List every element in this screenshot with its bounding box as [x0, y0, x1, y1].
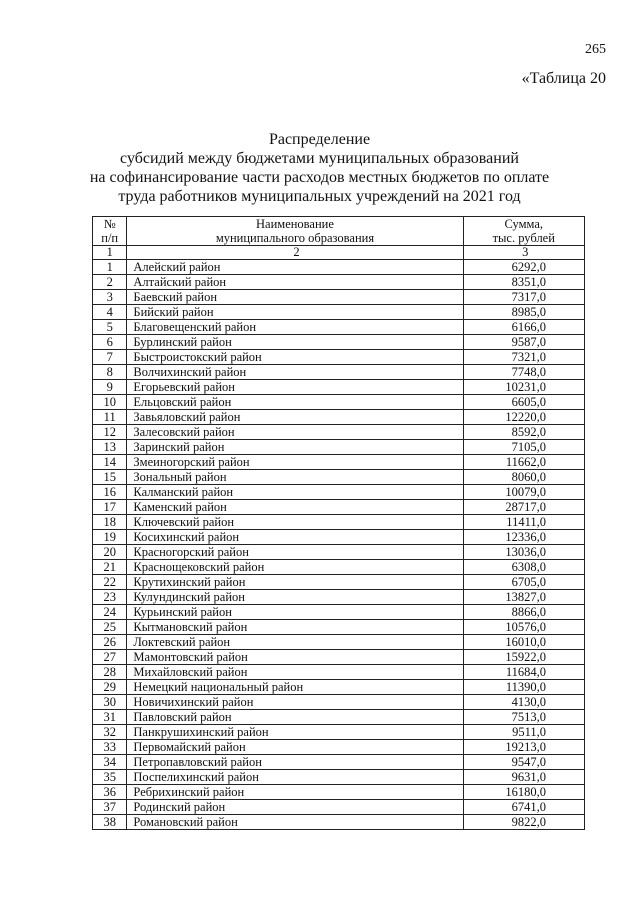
title-line: субсидий между бюджетами муниципальных образований — [120, 150, 519, 167]
subsidy-amount: 7317,0 — [463, 290, 585, 305]
row-number: 3 — [93, 290, 127, 305]
municipality-name: Новичихинский район — [127, 695, 463, 710]
subsidy-amount: 13036,0 — [463, 545, 585, 560]
table-row — [93, 350, 585, 365]
municipality-name: Змеиногорский район — [127, 455, 463, 470]
page-number: 265 — [585, 42, 606, 57]
subsidy-amount: 7513,0 — [463, 710, 585, 725]
row-number: 22 — [93, 575, 127, 590]
table-row — [93, 275, 585, 290]
row-number: 33 — [93, 740, 127, 755]
title-line: на софинансирование части расходов местных бюджетов по оплате — [89, 169, 550, 186]
subsidy-amount: 6741,0 — [463, 800, 585, 815]
table-body — [93, 260, 585, 830]
subsidy-amount: 6308,0 — [463, 560, 585, 575]
subsidy-amount: 7105,0 — [463, 440, 585, 455]
municipality-name: Крутихинский район — [127, 575, 463, 590]
subsidy-amount: 10576,0 — [463, 620, 585, 635]
table-row — [93, 455, 585, 470]
municipality-name: Павловский район — [127, 710, 463, 725]
row-number: 2 — [93, 275, 127, 290]
subsidy-amount: 13827,0 — [463, 590, 585, 605]
subsidy-amount: 12220,0 — [463, 410, 585, 425]
municipality-name: Ребрихинский район — [127, 785, 463, 800]
subsidy-amount: 9631,0 — [463, 770, 585, 785]
table-row — [93, 395, 585, 410]
table-row — [93, 530, 585, 545]
subsidy-amount: 11390,0 — [463, 680, 585, 695]
row-number: 11 — [93, 410, 127, 425]
row-number: 28 — [93, 665, 127, 680]
municipality-name: Первомайский район — [127, 740, 463, 755]
row-number: 19 — [93, 530, 127, 545]
municipality-name: Залесовский район — [127, 425, 463, 440]
table-row — [93, 740, 585, 755]
row-number: 6 — [93, 335, 127, 350]
row-number: 4 — [93, 305, 127, 320]
row-number: 15 — [93, 470, 127, 485]
header-sum-line2: тыс. рублей — [492, 231, 555, 245]
row-number: 37 — [93, 800, 127, 815]
row-number: 23 — [93, 590, 127, 605]
municipality-name: Заринский район — [127, 440, 463, 455]
header-sum — [463, 217, 585, 246]
table-row — [93, 590, 585, 605]
table-row — [93, 290, 585, 305]
municipality-name: Панкрушихинский район — [127, 725, 463, 740]
subsidy-amount: 8060,0 — [463, 470, 585, 485]
municipality-name: Каменский район — [127, 500, 463, 515]
row-number: 5 — [93, 320, 127, 335]
subsidy-amount: 8592,0 — [463, 425, 585, 440]
column-number: 2 — [127, 246, 463, 260]
header-number-line1: № — [103, 217, 116, 231]
table-row — [93, 320, 585, 335]
table-row — [93, 305, 585, 320]
municipality-name: Ельцовский район — [127, 395, 463, 410]
municipality-name: Мамонтовский район — [127, 650, 463, 665]
row-number: 34 — [93, 755, 127, 770]
municipality-name: Красногорский район — [127, 545, 463, 560]
municipality-name: Волчихинский район — [127, 365, 463, 380]
column-number-row — [93, 246, 585, 260]
row-number: 38 — [93, 815, 127, 830]
subsidy-amount: 9547,0 — [463, 755, 585, 770]
row-number: 35 — [93, 770, 127, 785]
municipality-name: Зональный район — [127, 470, 463, 485]
row-number: 32 — [93, 725, 127, 740]
row-number: 24 — [93, 605, 127, 620]
table-row — [93, 560, 585, 575]
municipality-name: Алейский район — [127, 260, 463, 275]
row-number: 10 — [93, 395, 127, 410]
table-row — [93, 260, 585, 275]
header-name-line2: муниципального образования — [215, 231, 375, 245]
municipality-name: Поспелихинский район — [127, 770, 463, 785]
row-number: 14 — [93, 455, 127, 470]
header-number-line2: п/п — [101, 231, 119, 245]
row-number: 16 — [93, 485, 127, 500]
municipality-name: Быстроистокский район — [127, 350, 463, 365]
table-row — [93, 515, 585, 530]
title-line: труда работников муниципальных учреждений на 2021 год — [118, 188, 521, 205]
table-row — [93, 635, 585, 650]
row-number: 26 — [93, 635, 127, 650]
row-number: 31 — [93, 710, 127, 725]
table-row — [93, 710, 585, 725]
row-number: 21 — [93, 560, 127, 575]
table-row — [93, 650, 585, 665]
subsidy-amount: 6292,0 — [463, 260, 585, 275]
table-row — [93, 770, 585, 785]
table-row — [93, 620, 585, 635]
table-row — [93, 785, 585, 800]
subsidy-amount: 8985,0 — [463, 305, 585, 320]
table-row — [93, 485, 585, 500]
row-number: 25 — [93, 620, 127, 635]
municipality-name: Благовещенский район — [127, 320, 463, 335]
subsidy-amount: 9511,0 — [463, 725, 585, 740]
municipality-name: Завьяловский район — [127, 410, 463, 425]
municipality-name: Кулундинский район — [127, 590, 463, 605]
row-number: 27 — [93, 650, 127, 665]
subsidy-amount: 10231,0 — [463, 380, 585, 395]
header-name-line1: Наименование — [256, 217, 334, 231]
municipality-name: Курьинский район — [127, 605, 463, 620]
table-row — [93, 425, 585, 440]
subsidy-amount: 16180,0 — [463, 785, 585, 800]
table-row — [93, 470, 585, 485]
row-number: 20 — [93, 545, 127, 560]
municipality-name: Михайловский район — [127, 665, 463, 680]
subsidy-amount: 4130,0 — [463, 695, 585, 710]
municipality-name: Баевский район — [127, 290, 463, 305]
table-row — [93, 440, 585, 455]
subsidy-amount: 28717,0 — [463, 500, 585, 515]
subsidy-amount: 9587,0 — [463, 335, 585, 350]
municipality-name: Локтевский район — [127, 635, 463, 650]
subsidy-amount: 6705,0 — [463, 575, 585, 590]
municipality-name: Егорьевский район — [127, 380, 463, 395]
municipality-name: Калманский район — [127, 485, 463, 500]
municipality-name: Алтайский район — [127, 275, 463, 290]
table-row — [93, 605, 585, 620]
row-number: 30 — [93, 695, 127, 710]
subsidy-amount: 12336,0 — [463, 530, 585, 545]
table-row — [93, 575, 585, 590]
subsidy-amount: 8866,0 — [463, 605, 585, 620]
subsidy-amount: 7748,0 — [463, 365, 585, 380]
row-number: 12 — [93, 425, 127, 440]
table-row — [93, 365, 585, 380]
subsidy-amount: 11684,0 — [463, 665, 585, 680]
table-row — [93, 410, 585, 425]
municipality-name: Кытмановский район — [127, 620, 463, 635]
row-number: 13 — [93, 440, 127, 455]
row-number: 29 — [93, 680, 127, 695]
subsidy-amount: 7321,0 — [463, 350, 585, 365]
table-row — [93, 380, 585, 395]
header-name — [127, 217, 463, 246]
subsidy-amount: 10079,0 — [463, 485, 585, 500]
row-number: 1 — [93, 260, 127, 275]
municipality-name: Романовский район — [127, 815, 463, 830]
table-row — [93, 725, 585, 740]
table-row — [93, 545, 585, 560]
subsidy-amount: 11662,0 — [463, 455, 585, 470]
row-number: 18 — [93, 515, 127, 530]
column-number: 3 — [463, 246, 585, 260]
column-number: 1 — [93, 246, 127, 260]
table-header-row — [93, 217, 585, 246]
subsidy-amount: 9822,0 — [463, 815, 585, 830]
table-row — [93, 800, 585, 815]
municipality-name: Краснощековский район — [127, 560, 463, 575]
subsidy-amount: 16010,0 — [463, 635, 585, 650]
header-number — [93, 217, 127, 246]
table-row — [93, 695, 585, 710]
row-number: 36 — [93, 785, 127, 800]
subsidy-amount: 15922,0 — [463, 650, 585, 665]
subsidy-table — [92, 216, 585, 830]
row-number: 17 — [93, 500, 127, 515]
table-row — [93, 335, 585, 350]
table-row — [93, 755, 585, 770]
municipality-name: Бурлинский район — [127, 335, 463, 350]
subsidy-amount: 8351,0 — [463, 275, 585, 290]
subsidy-amount: 19213,0 — [463, 740, 585, 755]
municipality-name: Родинский район — [127, 800, 463, 815]
table-row — [93, 665, 585, 680]
municipality-name: Косихинский район — [127, 530, 463, 545]
table-row — [93, 815, 585, 830]
row-number: 7 — [93, 350, 127, 365]
table-row — [93, 500, 585, 515]
table-reference: «Таблица 20 — [521, 70, 606, 87]
subsidy-amount: 6166,0 — [463, 320, 585, 335]
table-row — [93, 680, 585, 695]
row-number: 9 — [93, 380, 127, 395]
row-number: 8 — [93, 365, 127, 380]
municipality-name: Бийский район — [127, 305, 463, 320]
header-sum-line1: Сумма, — [504, 217, 544, 231]
municipality-name: Петропавловский район — [127, 755, 463, 770]
subsidy-amount: 11411,0 — [463, 515, 585, 530]
title-line: Распределение — [268, 131, 371, 148]
municipality-name: Немецкий национальный район — [127, 680, 463, 695]
document-title — [0, 130, 639, 206]
subsidy-amount: 6605,0 — [463, 395, 585, 410]
municipality-name: Ключевский район — [127, 515, 463, 530]
